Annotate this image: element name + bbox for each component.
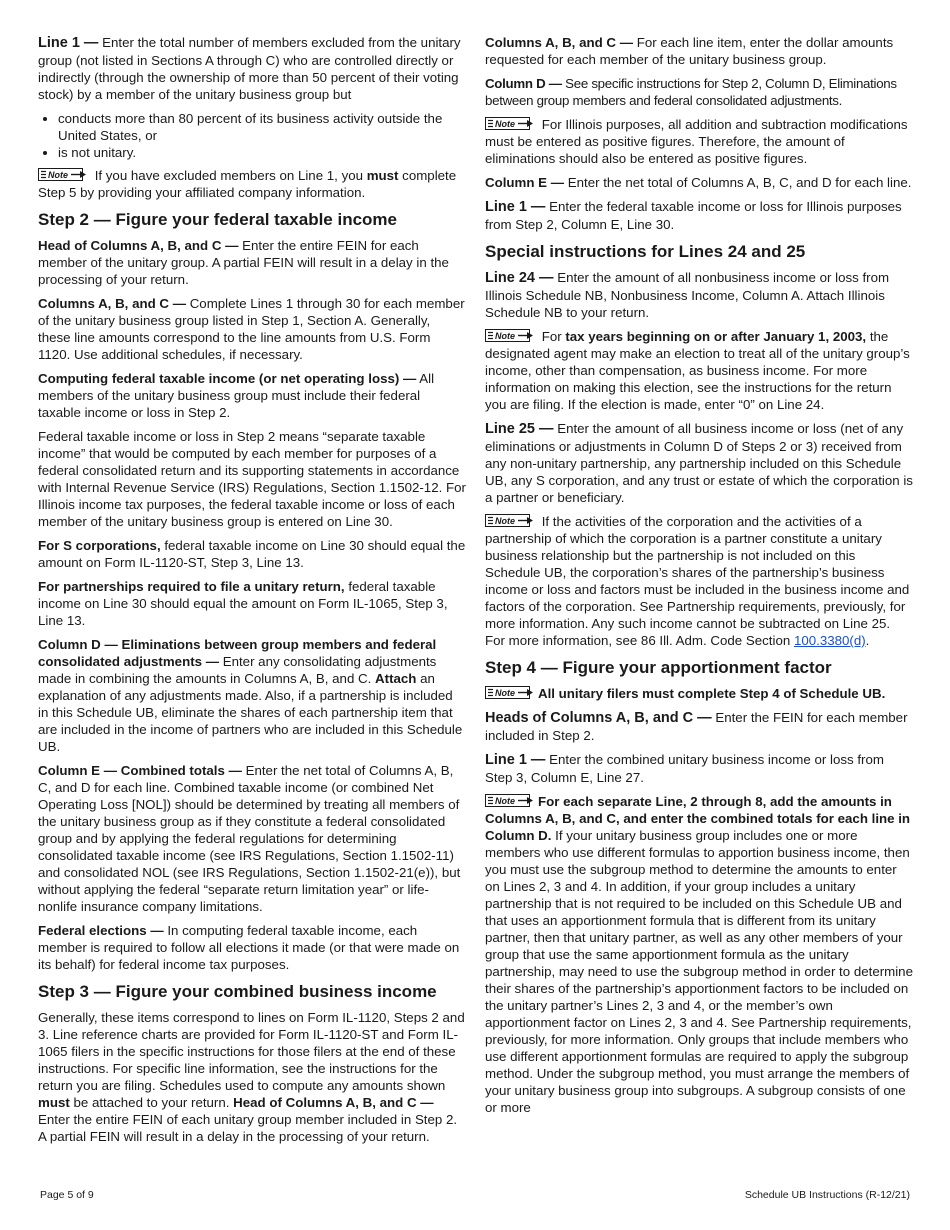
- section-heading: Step 2 — Figure your federal taxable income: [38, 210, 397, 229]
- note-icon: [485, 329, 535, 342]
- line1-bullet-list: [38, 110, 466, 161]
- list-item: • is not unitary.: [58, 144, 466, 161]
- paragraph: Column E — Combined totals — Enter the net total of Columns A, B, C, and D for each line. Combined taxable income (or combined Net Operating Loss [NOL]) should be determined by treating all members of the unitary business group as if they constitute a federal consolidated group and by applying the federal regulations for determining consolidated taxable income (see IRS Regulations, Section 1.1502-11) and consolidated NOL (see IRS Regulations, Section 1.1502-21(e)), but without applying the federal “separate return limitation year” or life-nonlife insurance company limitations.: [38, 763, 461, 914]
- note-paragraph: For each separate Line, 2 through 8, add the amounts in Columns A, B, and C, and enter the combined totals for each line in Column D. If your unitary business group includes one or more members who use different formulas to apportion business income, then you must use the subgroup method to determine the amounts to enter on Lines 2, 3 and 4. In addition, if your group includes a unitary partnership that is not required to be included on this Schedule UB and that uses an apportionment formula that is different from its unitary partner, then that unitary partner, as well as any other members of your group that use the same apportionment formula as the unitary partnership, may need to use the subgroup method in order to determine their shares of the partnership’s apportionment factors to be included on the unitary partner’s Lines 2, 3 and 4, or the member’s own apportionment factor on Lines 2, 3 and 4. See Partnership requirements, previously, for more information. Only groups that include members who use different apportionment formulas are required to apply the subgroup method. Under the subgroup method, you must arrange the members of your unitary business group into subgroups. A subgroup consists of one or more: [485, 794, 913, 1115]
- paragraph: Heads of Columns A, B, and C — Enter the FEIN for each member included in Step 2.: [485, 710, 908, 743]
- paragraph: Line 25 — Enter the amount of all business income or loss (net of any eliminations or adjustments in Column D of Steps 2 or 3) received from any non-unitary partnership, any partnership included on this Schedule UB, any S corporation, and any trust or estate of which the corporation is a partner or beneficiary.: [485, 421, 913, 505]
- paragraph: For partnerships required to file a unitary return, federal taxable income on Line 30 should equal the amount on Form IL-1065, Step 3, Line 13.: [38, 579, 448, 628]
- section-heading: Step 4 — Figure your apportionment factor: [485, 658, 832, 677]
- regulation-link[interactable]: 100.3380(d): [793, 633, 866, 648]
- paragraph: Columns A, B, and C — Complete Lines 1 through 30 for each member of the unitary business group listed in Step 1, Section A. Generally, these line amounts correspond to the line amounts from U.S. Form 1120. Use additional schedules, if necessary.: [38, 296, 465, 362]
- left-column: [38, 34, 466, 1152]
- paragraph: Line 24 — Enter the amount of all nonbusiness income or loss from Illinois Schedule NB, Nonbusiness Income, Column A. Attach Illinois Schedule NB to your return.: [485, 270, 890, 320]
- note-icon: [485, 686, 535, 699]
- note-paragraph: If you have excluded members on Line 1, you must complete Step 5 by providing your affiliated company information.: [38, 168, 457, 200]
- paragraph: For S corporations, federal taxable income on Line 30 should equal the amount on Form IL-1120-ST, Step 3, Line 13.: [38, 538, 466, 570]
- line1-paragraph: Line 1 — Enter the total number of members excluded from the unitary group (not listed in Sections A through C) who are controlled directly or indirectly (through the ownership of more than 50 percent of their voting stock) by a member of the unitary business group but: [38, 35, 461, 102]
- note-paragraph: All unitary filers must complete Step 4 of Schedule UB.: [485, 685, 913, 702]
- paragraph: Columns A, B, and C — For each line item, enter the dollar amounts requested for each member of the unitary business group.: [485, 35, 894, 67]
- right-column: [485, 34, 913, 1123]
- paragraph: Column E — Enter the net total of Columns A, B, C, and D for each line.: [485, 175, 912, 190]
- paragraph: Federal elections — In computing federal taxable income, each member is required to follow all elections it made (or that were made on its behalf) for federal income tax purposes.: [38, 923, 460, 972]
- section-heading: Special instructions for Lines 24 and 25: [485, 242, 806, 261]
- paragraph: Federal taxable income or loss in Step 2 means “separate taxable income” that would be computed by each member for purposes of a federal consolidated return and its supporting statements in accordance with Internal Revenue Service (IRS) Regulations, Section 1.1502-12. For Illinois income tax purposes, the federal taxable income or loss of each member of the unitary business group is entered on Line 30.: [38, 429, 466, 529]
- note-icon: [38, 168, 88, 181]
- note-icon: [485, 794, 535, 807]
- note-paragraph: If the activities of the corporation and the activities of a partnership of which the corporation is a partner constitute a unitary business relationship but the partnership is not included on this Schedule UB, the corporation’s shares of the partnership’s business income or loss and factors must be included in the business income and factors of the corporation. See Partnership requirements, previously, for more information. Any such income cannot be subtracted on Line 25. For more information, see 86 Ill. Adm. Code Section 100.3380(d).: [485, 514, 910, 648]
- page-number: Page 5 of 9: [40, 1189, 94, 1201]
- note-icon: [485, 117, 535, 130]
- note-paragraph: For tax years beginning on or after January 1, 2003, the designated agent may make an election to treat all of the unitary group’s income, other than compensation, as business income. For more information on making this election, see the instructions for the return you are filing. If the election is made, enter “0” on Line 24.: [485, 329, 910, 412]
- paragraph: Line 1 — Enter the combined unitary business income or loss from Step 3, Column E, Line 27.: [485, 752, 884, 785]
- note-paragraph: For Illinois purposes, all addition and subtraction modifications must be entered as positive figures. Therefore, the amount of eliminations should also be entered as positive figures.: [485, 117, 908, 166]
- paragraph: Column D — See specific instructions for Step 2, Column D, Eliminations between group members and federal consolidated adjustments.: [485, 76, 897, 108]
- paragraph: Line 1 — Enter the federal taxable income or loss for Illinois purposes from Step 2, Column E, Line 30.: [485, 199, 902, 232]
- list-item: • conducts more than 80 percent of its business activity outside the United States, or: [58, 110, 466, 144]
- paragraph: Generally, these items correspond to lines on Form IL-1120, Steps 2 and 3. Line reference charts are provided for Form IL-1120-ST and Form IL-1065 filers in the specific instructions for those filers at the end of these instructions. For specific line information, see the instructions for the return you are filing. Schedules used to compute any amounts shown must be attached to your return. Head of Columns A, B, and C — Enter the entire FEIN of each unitary group member included in Step 2. A partial FEIN will result in a delay in the processing of your return.: [38, 1010, 465, 1144]
- paragraph: Column D — Eliminations between group members and federal consolidated adjustments — Enter any consolidating adjustments made in combining the amounts in Columns A, B, and C. Attach an explanation of any adjustments made. Also, if a partnership is included in this Schedule UB, eliminate the shares of each partnership item that are included in the income of partners who are included in this Schedule UB.: [38, 637, 463, 754]
- document-title-footer: Schedule UB Instructions (R-12/21): [744, 1189, 910, 1201]
- paragraph: Head of Columns A, B, and C — Enter the entire FEIN for each member of the unitary group. A partial FEIN will result in a delay in the processing of your return.: [38, 238, 449, 287]
- paragraph: Computing federal taxable income (or net operating loss) — All members of the unitary business group must include their federal taxable income or loss in Step 2.: [38, 371, 435, 420]
- section-heading: Step 3 — Figure your combined business income: [38, 982, 437, 1001]
- note-icon: [485, 514, 535, 527]
